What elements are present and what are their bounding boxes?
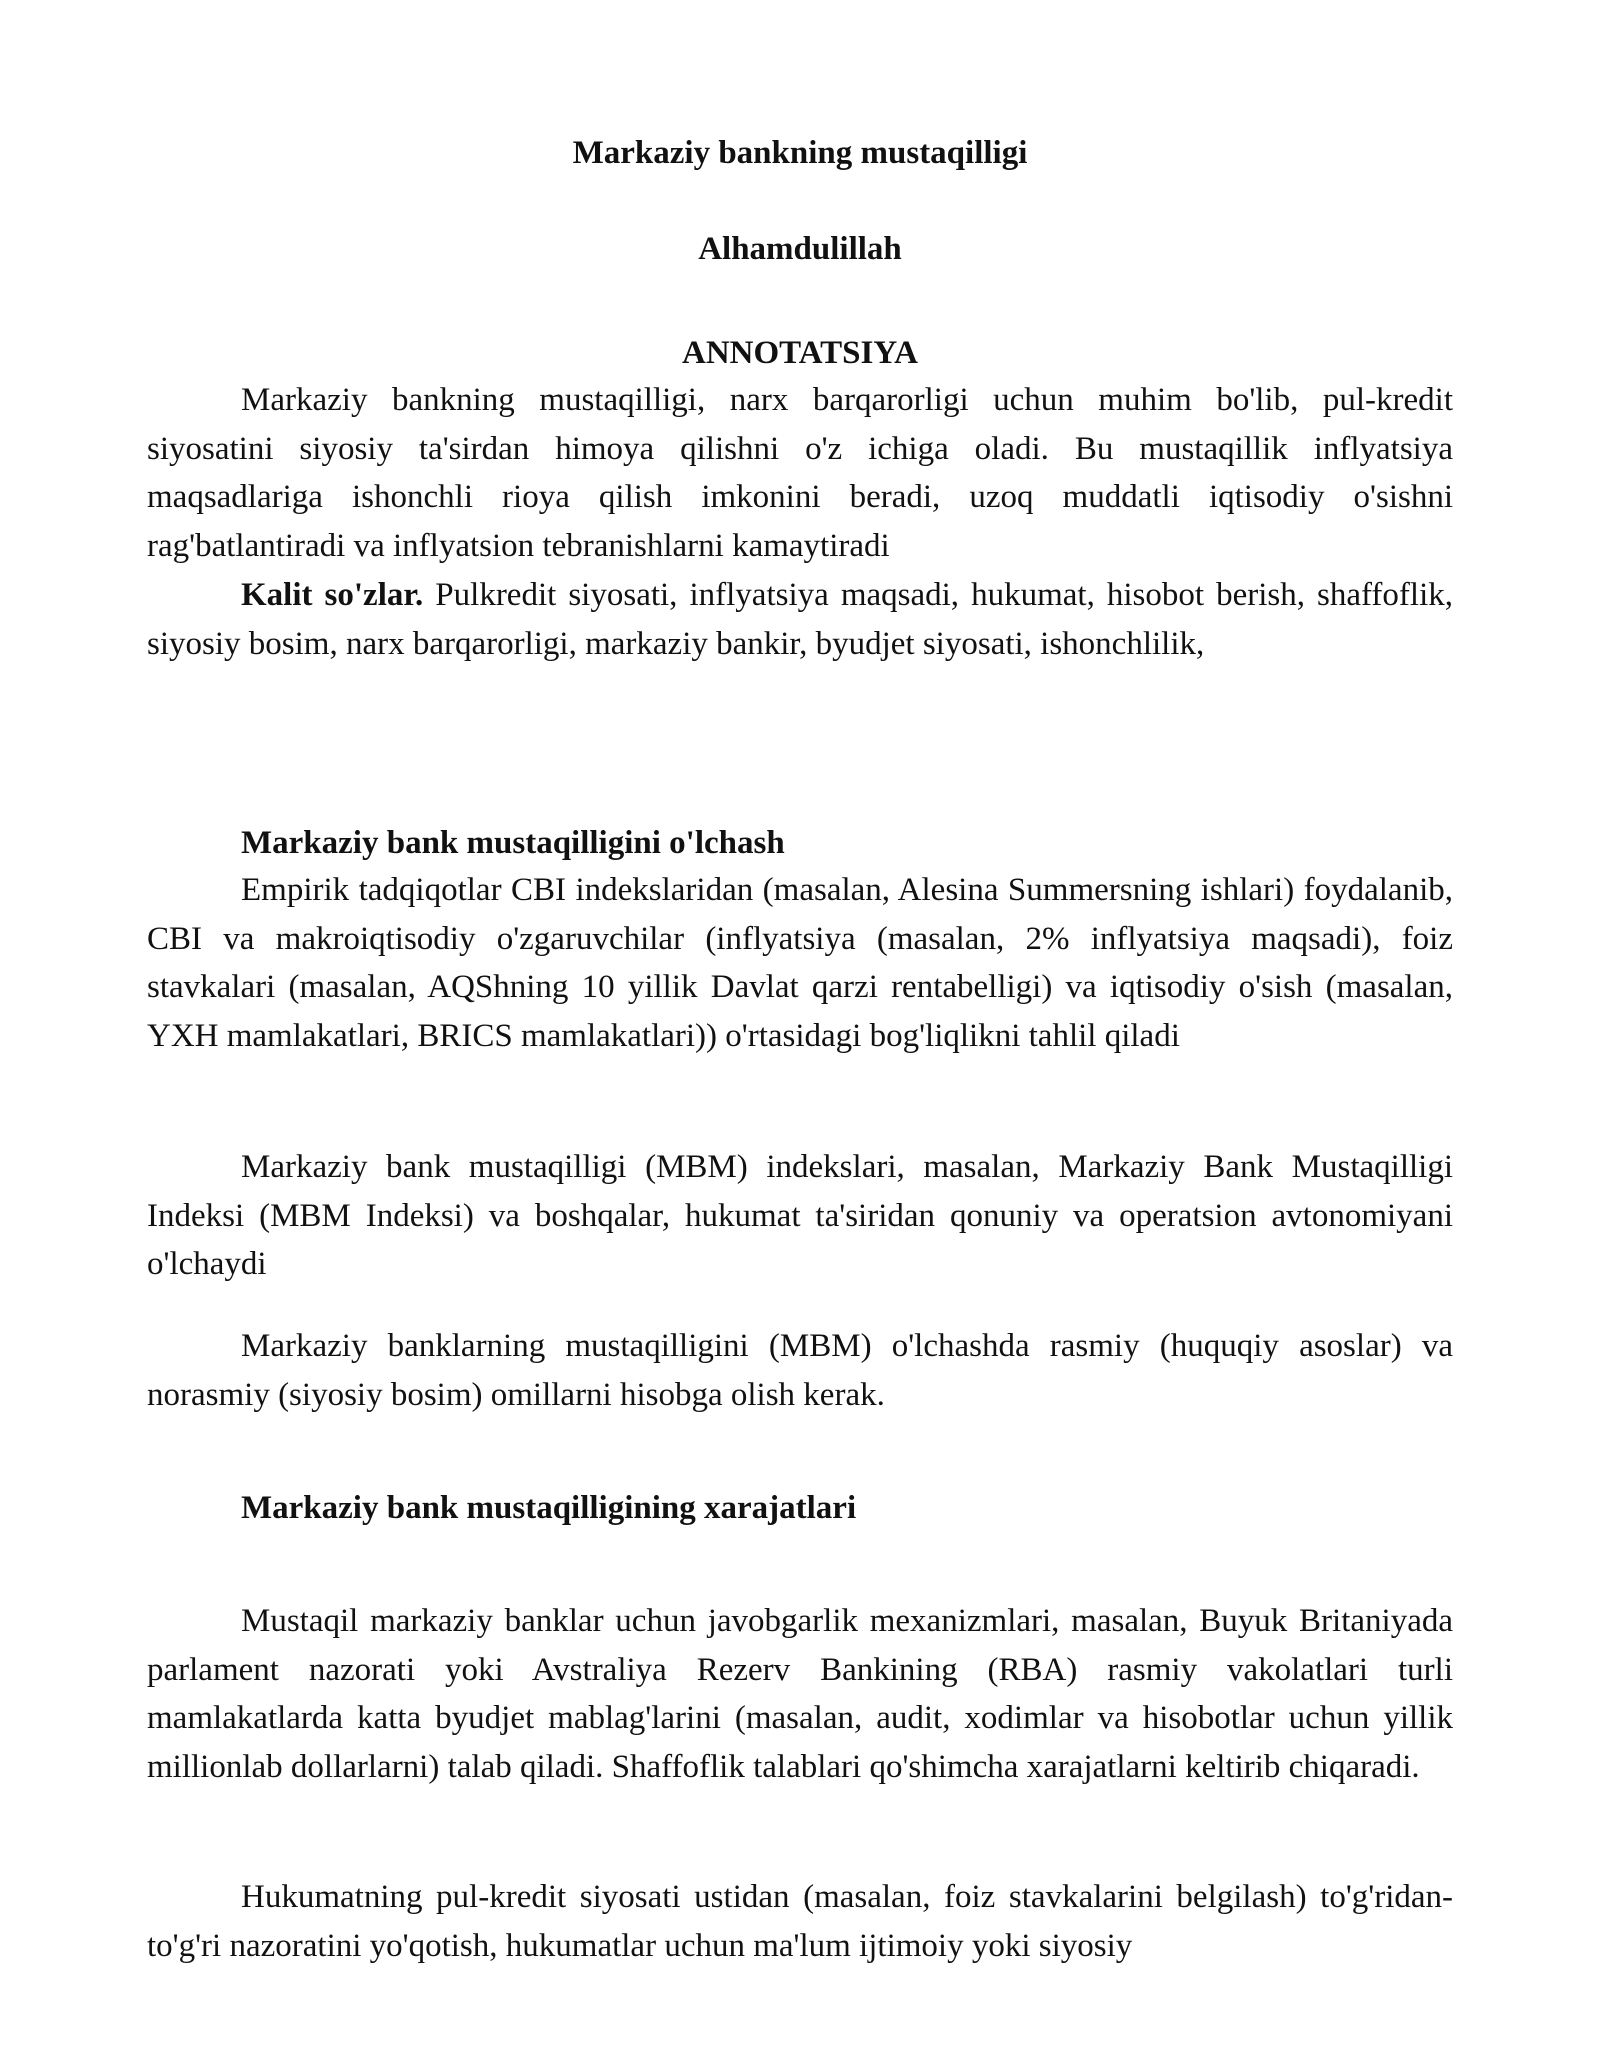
section-paragraph: Markaziy banklarning mustaqilligini (MBM) o'lchashda rasmiy (huquqiy asoslar) va norasmiy (siyosiy bosim) omillarni hisobga olish kerak. [147, 1328, 1453, 1413]
document-title: Markaziy bankning mustaqilligi [572, 135, 1028, 171]
annotation-paragraph: Markaziy bankning mustaqilligi, narx barqarorligi uchun muhim bo'lib, pul-kredit siyosatini siyosiy ta'sirdan himoya qilishni o'z ichiga oladi. Bu mustaqillik inflyatsiya maqsadlariga ishonchli rioya qilish imkonini beradi, uzoq muddatli iqtisodiy o'sishni rag'batlantiradi va inflyatsion tebranishlarni kamaytiradi [147, 382, 1453, 564]
section-heading-measurement: Markaziy bank mustaqilligini o'lchash [241, 825, 785, 861]
section-heading-costs: Markaziy bank mustaqilligining xarajatlari [241, 1490, 857, 1526]
annotation-heading: ANNOTATSIYA [682, 335, 918, 371]
keywords-text: Pulkredit siyosati, inflyatsiya maqsadi, hukumat, hisobot berish, shaffoflik, siyosiy bosim, narx barqarorligi, markaziy bankir, byudjet siyosati, ishonchlilik, [147, 577, 1453, 662]
section-paragraph: Mustaqil markaziy banklar uchun javobgarlik mexanizmlari, masalan, Buyuk Britaniyada parlament nazorati yoki Avstraliya Rezerv Bankining (RBA) rasmiy vakolatlari turli mamlakatlarda katta byudjet mablag'larini (masalan, audit, xodimlar va hisobotlar uchun yillik millionlab dollarlarni) talab qiladi. Shaffoflik talablari qo'shimcha xarajatlarni keltirib chiqaradi. [147, 1603, 1453, 1785]
keywords-paragraph [147, 571, 1453, 668]
section-paragraph: Markaziy bank mustaqilligi (MBM) indekslari, masalan, Markaziy Bank Mustaqilligi Indeksi (MBM Indeksi) va boshqalar, hukumat ta'siridan qonuniy va operatsion avtonomiyani o'lchaydi [147, 1149, 1453, 1283]
section-paragraph: Empirik tadqiqotlar CBI indekslaridan (masalan, Alesina Summersning ishlari) foydalanib, CBI va makroiqtisodiy o'zgaruvchilar (inflyatsiya (masalan, 2% inflyatsiya maqsadi), foiz stavkalari (masalan, AQShning 10 yillik Davlat qarzi rentabelligi) va iqtisodiy o'sish (masalan, YXH mamlakatlari, BRICS mamlakatlari)) o'rtasidagi bog'liqlikni tahlil qiladi [147, 872, 1453, 1054]
document-subtitle: Alhamdulillah [698, 231, 902, 267]
section-paragraph: Hukumatning pul-kredit siyosati ustidan (masalan, foiz stavkalarini belgilash) to'g'ridan-to'g'ri nazoratini yo'qotish, hukumatlar uchun ma'lum ijtimoiy yoki siyosiy [147, 1879, 1453, 1964]
keywords-label: Kalit so'zlar. [241, 577, 424, 613]
